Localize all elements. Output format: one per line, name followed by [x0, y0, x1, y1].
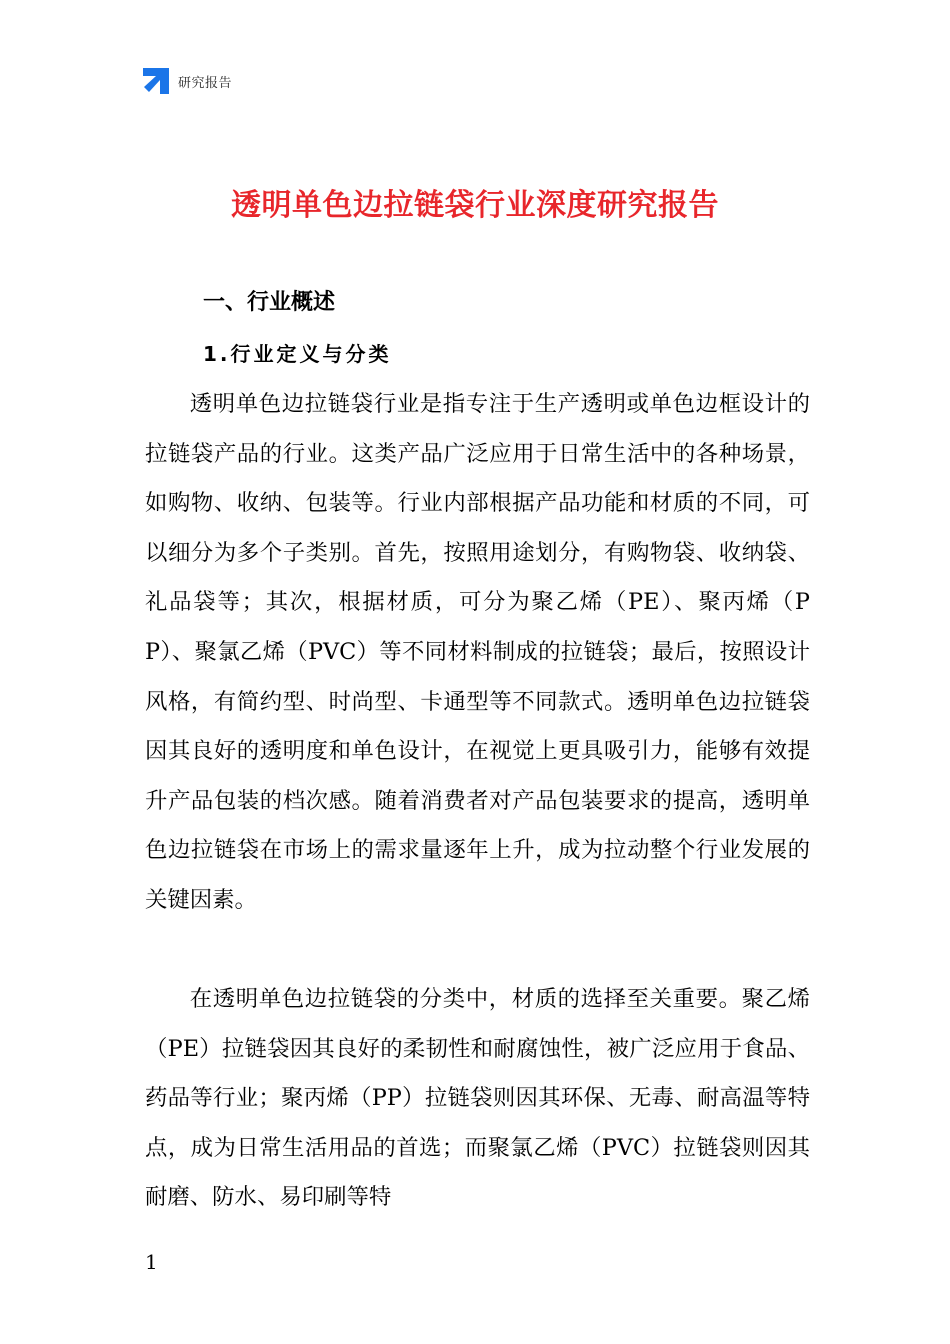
page-header: [143, 68, 232, 94]
header-label: 研究报告: [178, 75, 233, 91]
page-number: 1: [145, 1250, 158, 1274]
document-title: 透明单色边拉链袋行业深度研究报告: [231, 188, 719, 223]
sub-heading: 1.行业定义与分类: [203, 342, 392, 366]
body-paragraph-2: 在透明单色边拉链袋的分类中，材质的选择至关重要。聚乙烯（PE）拉链袋因其良好的柔韧性和耐腐蚀性，被广泛应用于食品、药品等行业；聚丙烯（PP）拉链袋则因其环保、无毒、耐高温等特点，成为日常生活用品的首选；而聚氯乙烯（PVC）拉链袋则因其耐磨、防水、易印刷等特: [145, 986, 810, 1211]
body-paragraph-1: 透明单色边拉链袋行业是指专注于生产透明或单色边框设计的拉链袋产品的行业。这类产品广泛应用于日常生活中的各种场景，如购物、收纳、包装等。行业内部根据产品功能和材质的不同，可以细分为多个子类别。首先，按照用途划分，有购物袋、收纳袋、礼品袋等；其次，根据材质，可分为聚乙烯（PE）、聚丙烯（PP）、聚氯乙烯（PVC）等不同材料制成的拉链袋；最后，按照设计风格，有简约型、时尚型、卡通型等不同款式。透明单色边拉链袋因其良好的透明度和单色设计，在视觉上更具吸引力，能够有效提升产品包装的档次感。随着消费者对产品包装要求的提高，透明单色边拉链袋在市场上的需求量逐年上升，成为拉动整个行业发展的关键因素。: [145, 391, 810, 913]
section-heading: 一、行业概述: [203, 290, 336, 315]
arrow-up-right-icon: [143, 68, 169, 94]
